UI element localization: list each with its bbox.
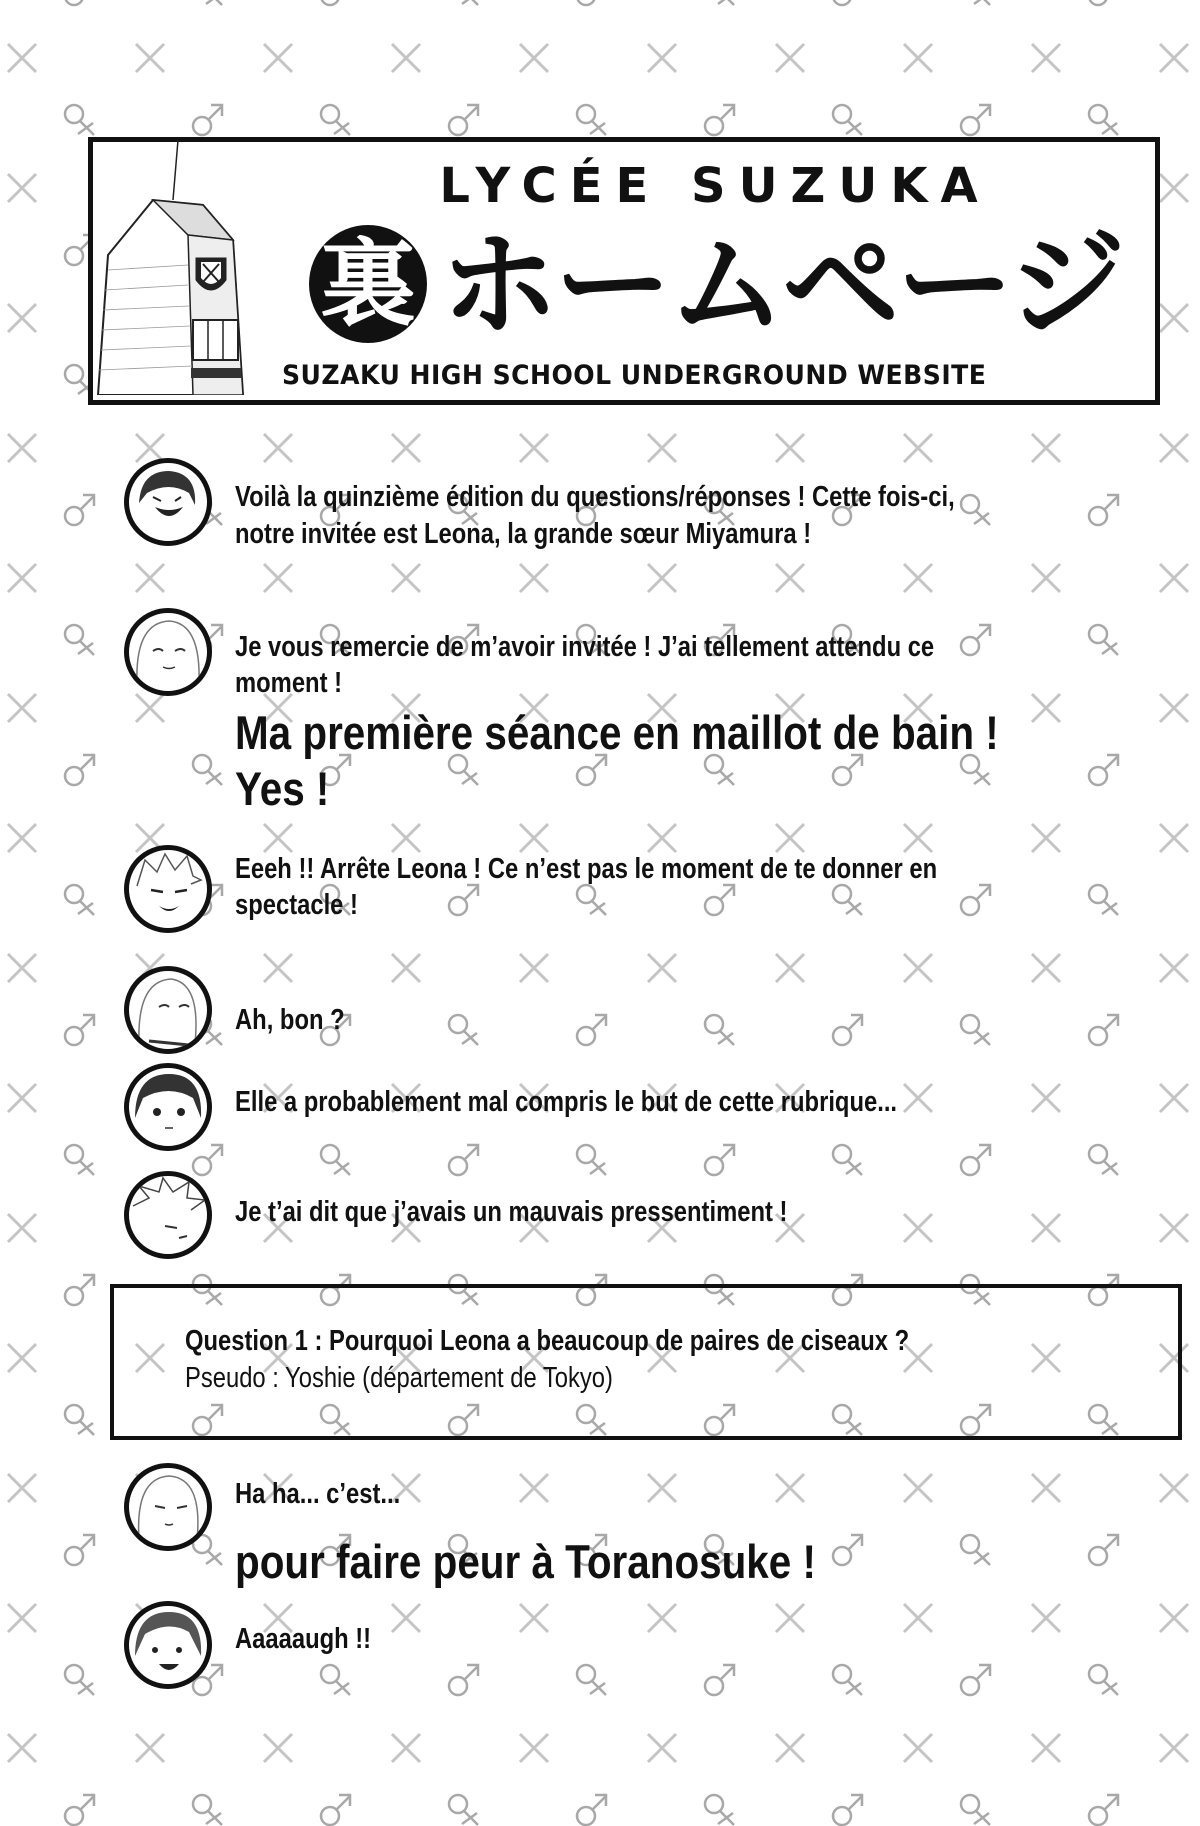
character-face-icon bbox=[129, 463, 207, 541]
character-face-icon bbox=[129, 1606, 207, 1684]
avatar bbox=[124, 966, 212, 1054]
character-face-icon bbox=[129, 850, 207, 928]
site-subtitle: SUZAKU HIGH SCHOOL UNDERGROUND WEBSITE bbox=[282, 360, 987, 391]
chat-line: Eeeh !! Arrête Leona ! Ce n’est pas le moment de te donner en bbox=[235, 853, 938, 885]
chat-line: notre invitée est Leona, la grande sœur Miyamura ! bbox=[235, 518, 812, 550]
avatar bbox=[124, 458, 212, 546]
chat-line: Elle a probablement mal compris le but de cette rubrique... bbox=[235, 1086, 898, 1118]
question-title: Question 1 : Pourquoi Leona a beaucoup de paires de ciseaux ? bbox=[185, 1325, 910, 1357]
character-face-icon bbox=[129, 613, 207, 691]
japanese-title: ホームページ bbox=[440, 216, 1122, 354]
chat-line: Je t’ai dit que j’avais un mauvais pressentiment ! bbox=[235, 1196, 788, 1228]
chat-big-line: Yes ! bbox=[235, 762, 330, 815]
chat-line: Ha ha... c’est... bbox=[235, 1478, 401, 1510]
character-face-icon bbox=[129, 1176, 207, 1254]
chat-big-line: Ma première séance en maillot de bain ! bbox=[235, 706, 999, 759]
chat-line: Je vous remercie de m’avoir invitée ! J’ai tellement attendu ce bbox=[235, 631, 935, 663]
avatar bbox=[124, 1063, 212, 1151]
chat-line: Voilà la quinzième édition du questions/réponses ! Cette fois-ci, bbox=[235, 481, 955, 513]
avatar bbox=[124, 1463, 212, 1551]
character-face-icon bbox=[129, 1468, 207, 1546]
avatar bbox=[124, 1171, 212, 1259]
avatar bbox=[124, 845, 212, 933]
question-pseudo: Pseudo : Yoshie (département de Tokyo) bbox=[185, 1362, 613, 1394]
chat-line: Aaaaaugh !! bbox=[235, 1623, 372, 1655]
avatar bbox=[124, 1601, 212, 1689]
avatar bbox=[124, 608, 212, 696]
chat-line: spectacle ! bbox=[235, 889, 358, 921]
school-building-illustration bbox=[93, 140, 283, 395]
chat-line: moment ! bbox=[235, 667, 343, 699]
character-face-icon bbox=[129, 971, 207, 1049]
chat-line: Ah, bon ? bbox=[235, 1004, 345, 1036]
chat-big-line: pour faire peur à Toranosuke ! bbox=[235, 1535, 816, 1588]
ura-kanji-badge: 裏 bbox=[309, 225, 427, 343]
site-title: LYCÉE SUZUKA bbox=[439, 158, 991, 214]
character-face-icon bbox=[129, 1068, 207, 1146]
